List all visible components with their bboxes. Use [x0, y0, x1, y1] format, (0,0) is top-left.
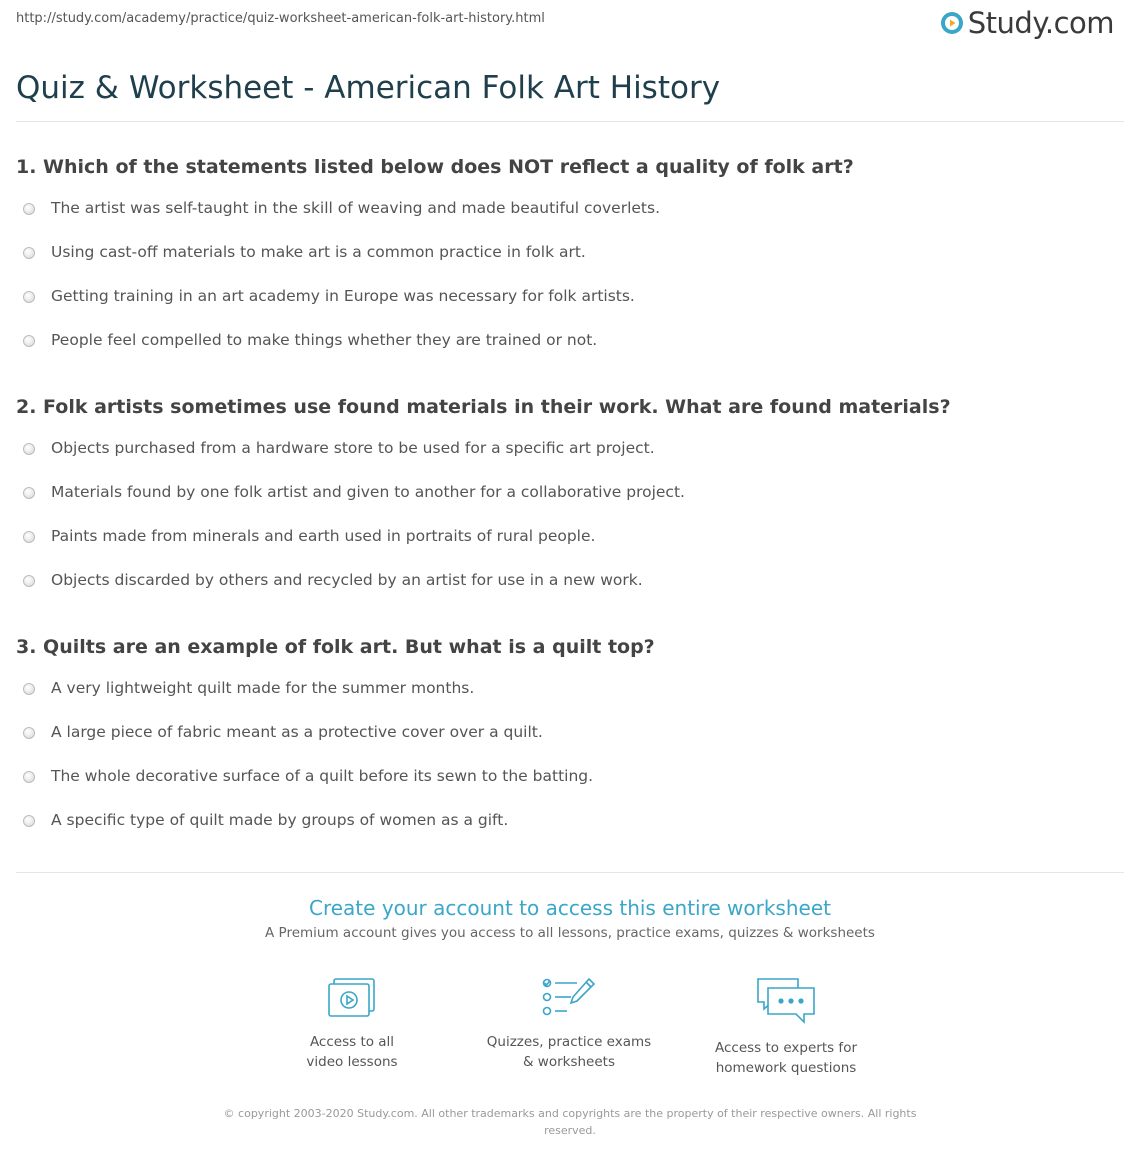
answer-text: The artist was self-taught in the skill of weaving and made beautiful coverlets.	[51, 199, 661, 217]
question-3-options	[20, 679, 1124, 855]
logo-text: Study.com	[967, 6, 1114, 40]
study-logo[interactable]	[940, 6, 1114, 40]
quiz-checklist-icon	[541, 976, 597, 1020]
answer-option[interactable]	[20, 287, 1124, 331]
feature-text-line: homework questions	[715, 1060, 857, 1076]
question-2	[16, 396, 1124, 418]
premium-description: A Premium account gives you access to all lessons, practice exams, quizzes & worksheets	[265, 925, 875, 941]
radio-button[interactable]	[23, 247, 35, 259]
answer-option[interactable]	[20, 331, 1124, 375]
answer-option[interactable]	[20, 483, 1124, 527]
feature-experts	[691, 976, 881, 1078]
page-title: Quiz & Worksheet - American Folk Art History	[16, 70, 721, 106]
radio-button[interactable]	[23, 771, 35, 783]
feature-video-lessons	[257, 976, 447, 1072]
answer-text: Objects purchased from a hardware store to be used for a specific art project.	[51, 439, 655, 457]
radio-button[interactable]	[23, 443, 35, 455]
feature-text-line: Access to experts for	[714, 1040, 857, 1056]
radio-button[interactable]	[23, 203, 35, 215]
question-1: 1. Which of the statements listed below does NOT reflect a quality of folk art?	[16, 156, 854, 178]
divider	[16, 872, 1124, 873]
answer-option[interactable]	[20, 679, 1124, 723]
answer-text: Paints made from minerals and earth used in portraits of rural people.	[51, 527, 596, 545]
feature-text-line: video lessons	[306, 1054, 398, 1070]
radio-button[interactable]	[23, 531, 35, 543]
answer-text: Objects discarded by others and recycled by an artist for use in a new work.	[51, 571, 643, 589]
create-account-link[interactable]: Create your account to access this entire worksheet	[309, 896, 831, 920]
feature-text-line: Quizzes, practice exams	[486, 1034, 652, 1050]
answer-option[interactable]	[20, 243, 1124, 287]
feature-text-line: Access to all	[309, 1034, 395, 1050]
answer-option[interactable]	[20, 767, 1124, 811]
radio-button[interactable]	[23, 575, 35, 587]
chat-bubbles-icon	[754, 976, 818, 1026]
video-lesson-icon	[326, 976, 378, 1020]
divider	[16, 121, 1124, 122]
answer-option[interactable]	[20, 723, 1124, 767]
answer-option[interactable]	[20, 527, 1124, 571]
radio-button[interactable]	[23, 335, 35, 347]
play-logo-icon	[940, 11, 964, 35]
answer-option[interactable]	[20, 439, 1124, 483]
copyright-footer: © copyright 2003-2020 Study.com. All other trademarks and copyrights are the property of their respective owners. All rights reserved.	[223, 1107, 917, 1137]
answer-text: Using cast-off materials to make art is a common practice in folk art.	[51, 243, 586, 261]
answer-text: Materials found by one folk artist and given to another for a collaborative project.	[51, 483, 685, 501]
question-3: 3. Quilts are an example of folk art. But what is a quilt top?	[16, 636, 655, 658]
answer-text: Getting training in an art academy in Europe was necessary for folk artists.	[51, 287, 635, 305]
radio-button[interactable]	[23, 487, 35, 499]
question-2-prefix: 2. Folk artists sometimes use found materials in their work. What are	[16, 396, 770, 418]
answer-option[interactable]	[20, 571, 1124, 615]
radio-button[interactable]	[23, 815, 35, 827]
answer-option[interactable]	[20, 811, 1124, 855]
question-2-options	[20, 439, 1124, 615]
question-1-options	[20, 199, 1124, 375]
page-url: http://study.com/academy/practice/quiz-worksheet-american-folk-art-history.html	[16, 11, 545, 26]
radio-button[interactable]	[23, 683, 35, 695]
answer-option[interactable]	[20, 199, 1124, 243]
feature-quizzes	[474, 976, 664, 1072]
question-2-suffix: ?	[939, 396, 951, 418]
answer-text: A large piece of fabric meant as a protective cover over a quilt.	[51, 723, 543, 741]
answer-text: A very lightweight quilt made for the summer months.	[51, 679, 475, 697]
answer-text: People feel compelled to make things whether they are trained or not.	[51, 331, 598, 349]
radio-button[interactable]	[23, 291, 35, 303]
answer-text: The whole decorative surface of a quilt before its sewn to the batting.	[51, 767, 594, 785]
question-2-bold-term: found materials	[769, 396, 940, 418]
feature-text-line: & worksheets	[522, 1054, 615, 1070]
radio-button[interactable]	[23, 727, 35, 739]
answer-text: A specific type of quilt made by groups of women as a gift.	[51, 811, 509, 829]
